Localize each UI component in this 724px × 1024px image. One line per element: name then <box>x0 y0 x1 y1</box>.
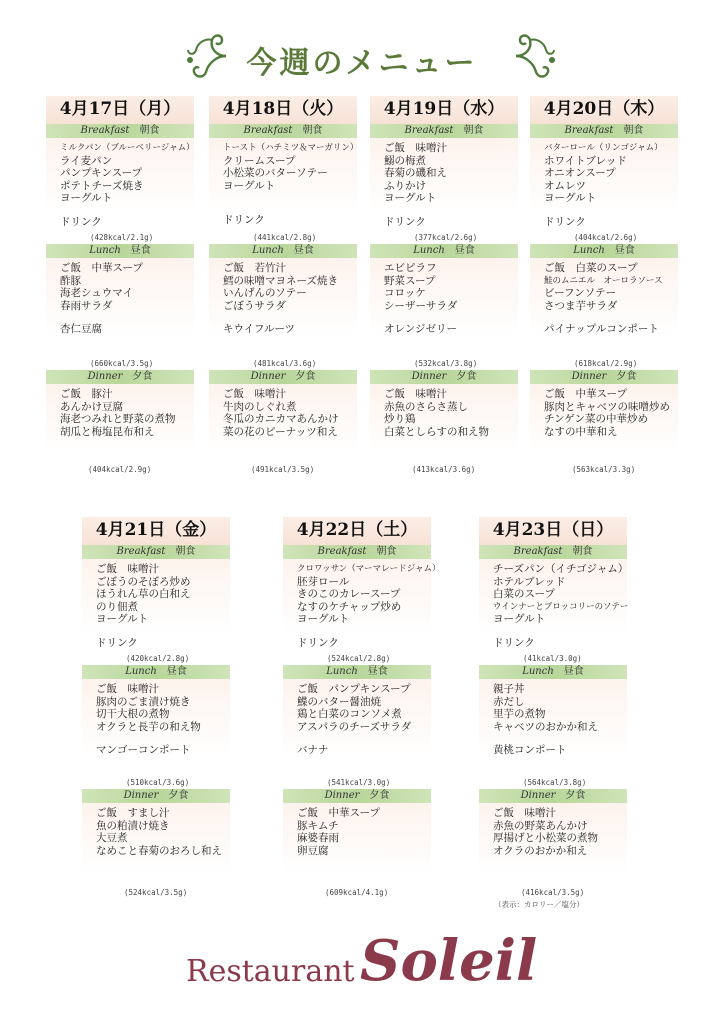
menu-item: ご飯 味噌汁 <box>223 388 286 400</box>
lunch-section <box>370 258 518 370</box>
lunch-calorie-salt: (541kcal/3.0g) <box>327 777 391 787</box>
breakfast-section <box>283 559 441 665</box>
dinner-label-en: Dinner <box>411 371 447 382</box>
menu-item: ヨーグルト <box>544 192 597 204</box>
menu-item: いんげんのソテー <box>223 287 307 299</box>
lunch-band <box>283 665 431 679</box>
dinner-band <box>530 370 678 384</box>
restaurant-name: Soleil <box>360 928 538 994</box>
menu-item: ドリンク <box>544 215 586 228</box>
breakfast-label-ja: 朝食 <box>376 546 397 557</box>
menu-item: ご飯 中華スープ <box>544 388 627 400</box>
menu-item: エビピラフ <box>384 262 437 274</box>
day-date: 4月21日（金） <box>82 517 230 545</box>
menu-item: ご飯 味噌汁 <box>96 683 159 695</box>
menu-item: 赤だし <box>493 695 525 708</box>
breakfast-calorie-salt: (441kcal/2.8g) <box>253 232 317 242</box>
day-card <box>283 517 441 903</box>
dinner-label-en: Dinner <box>123 790 159 801</box>
menu-item: ドリンク <box>297 636 339 649</box>
menu-item: 海老つみれと野菜の煮物 <box>60 413 176 425</box>
lunch-band <box>82 665 230 679</box>
menu-item: 小松菜のバターソテー <box>223 167 328 179</box>
breakfast-band <box>283 545 431 559</box>
lunch-section <box>479 679 627 789</box>
breakfast-label-ja: 朝食 <box>175 546 196 557</box>
menu-item: ホワイトブレッド <box>544 154 627 167</box>
menu-item: ご飯 中華スープ <box>60 262 143 274</box>
restaurant-word: Restaurant <box>186 954 355 989</box>
footer <box>0 930 724 1000</box>
lunch-section <box>82 679 230 789</box>
menu-item: ドリンク <box>96 636 138 649</box>
lunch-label-en: Lunch <box>413 245 445 256</box>
lunch-calorie-salt: (660kcal/3.5g) <box>90 358 154 368</box>
menu-item: ヨーグルト <box>384 192 437 204</box>
menu-item: なすの中華和え <box>544 425 618 438</box>
menu-item: 胡瓜と梅塩昆布和え <box>60 425 155 438</box>
menu-item: クリームスープ <box>223 154 296 167</box>
breakfast-label-en: Breakfast <box>243 125 293 136</box>
lunch-label-en: Lunch <box>326 666 358 677</box>
day-card <box>530 96 678 480</box>
lunch-section <box>46 258 194 370</box>
menu-item: 菜の花のピーナッツ和え <box>223 425 338 438</box>
menu-item: ヨーグルト <box>297 613 350 625</box>
menu-item: 里芋の煮物 <box>493 708 546 720</box>
day-card <box>479 517 627 903</box>
breakfast-label-ja: 朝食 <box>572 546 593 557</box>
menu-item: コロッケ <box>384 287 426 299</box>
day-date: 4月19日（水） <box>370 96 518 124</box>
menu-item: 赤魚のさらさ蒸し <box>384 400 468 413</box>
menu-item: ほうれん草の白和え <box>96 588 191 600</box>
dinner-label-ja: 夕食 <box>456 371 477 382</box>
dinner-band <box>46 370 194 384</box>
menu-item: 野菜スープ <box>384 274 436 287</box>
menu-item: あんかけ豆腐 <box>60 400 123 413</box>
lunch-calorie-salt: (618kcal/2.9g) <box>574 358 638 368</box>
breakfast-label-en: Breakfast <box>564 125 614 136</box>
menu-item: ご飯 味噌汁 <box>493 807 556 819</box>
dinner-band <box>209 370 357 384</box>
menu-item: ご飯 すまし汁 <box>96 807 170 819</box>
menu-item: 厚揚げと小松菜の煮物 <box>493 832 598 844</box>
dinner-label-en: Dinner <box>87 371 123 382</box>
breakfast-band <box>479 545 627 559</box>
dinner-section <box>283 803 431 903</box>
menu-item: ミルクパン（ブルーベリージャム） <box>60 143 195 153</box>
breakfast-band <box>46 124 194 138</box>
day-date: 4月17日（月） <box>46 96 194 124</box>
menu-item: ご飯 パンプキンスープ <box>297 683 411 695</box>
lunch-label-en: Lunch <box>125 666 157 677</box>
breakfast-section <box>479 559 627 665</box>
lunch-band <box>46 244 194 258</box>
dinner-label-ja: 夕食 <box>168 790 189 801</box>
menu-item: のり佃煮 <box>96 600 138 613</box>
menu-item: ドリンク <box>384 215 426 228</box>
menu-item: 炒り鶏 <box>384 413 416 425</box>
dinner-label-en: Dinner <box>324 790 360 801</box>
breakfast-label-ja: 朝食 <box>463 125 484 136</box>
lunch-label-ja: 昼食 <box>454 245 475 256</box>
menu-item: 切干大根の煮物 <box>96 708 170 720</box>
day-date: 4月20日（木） <box>530 96 678 124</box>
dinner-label-en: Dinner <box>520 790 556 801</box>
dinner-section <box>370 384 518 480</box>
menu-item: 豚肉のごま漬け焼き <box>96 695 191 708</box>
menu-item: 海老シュウマイ <box>60 287 134 299</box>
lunch-label-ja: 昼食 <box>166 666 187 677</box>
breakfast-label-ja: 朝食 <box>302 125 323 136</box>
day-card <box>82 517 230 903</box>
menu-item: オクラと長芋の和え物 <box>96 720 201 733</box>
lunch-label-en: Lunch <box>573 245 605 256</box>
dinner-calorie-salt: (416kcal/3.5g) <box>521 887 585 897</box>
lunch-label-ja: 昼食 <box>130 245 151 256</box>
menu-item: パンプキンスープ <box>60 167 143 179</box>
header <box>0 30 724 86</box>
menu-item: 杏仁豆腐 <box>60 323 102 335</box>
dinner-calorie-salt: (524kcal/3.5g) <box>124 887 188 897</box>
menu-item: 豚キムチ <box>297 819 339 832</box>
menu-item: ヨーグルト <box>493 613 546 625</box>
menu-item: ご飯 白菜のスープ <box>544 262 638 274</box>
dinner-band <box>283 789 431 803</box>
menu-item: 鰈のバター醤油焼 <box>297 695 381 708</box>
breakfast-calorie-salt: (404kcal/2.6g) <box>574 232 638 242</box>
menu-item: ドリンク <box>493 636 535 649</box>
menu-item: 鰯の梅煮 <box>384 154 426 167</box>
dinner-label-en: Dinner <box>250 371 286 382</box>
menu-item: ホテルブレッド <box>493 575 566 588</box>
menu-item: 酢豚 <box>60 274 81 287</box>
menu-item: オムレツ <box>544 179 586 192</box>
breakfast-section <box>370 138 518 244</box>
breakfast-label-en: Breakfast <box>404 125 454 136</box>
day-date: 4月23日（日） <box>479 517 627 545</box>
menu-item: ビーフンソテー <box>544 287 617 299</box>
dinner-label-ja: 夕食 <box>295 371 316 382</box>
day-date: 4月18日（火） <box>209 96 357 124</box>
menu-item: ふりかけ <box>384 179 426 192</box>
menu-item: ウインナーとブロッコリーのソテー <box>493 601 629 612</box>
menu-item: 牛肉のしぐれ煮 <box>223 400 297 413</box>
menu-item: ヨーグルト <box>223 179 276 192</box>
menu-item: ドリンク <box>60 215 102 228</box>
menu-item: キウイフルーツ <box>223 323 296 335</box>
menu-item: 白菜としらすの和え物 <box>384 425 489 438</box>
menu-item: ご飯 味噌汁 <box>384 142 447 154</box>
lunch-calorie-salt: (564kcal/3.8g) <box>523 777 587 787</box>
menu-item: 豚肉とキャベツの味噌炒め <box>544 400 670 413</box>
menu-item: アスパラのチーズサラダ <box>297 720 412 733</box>
breakfast-label-en: Breakfast <box>116 546 166 557</box>
lunch-band <box>370 244 518 258</box>
menu-item: ヨーグルト <box>60 192 113 204</box>
menu-item: さつま芋サラダ <box>544 299 618 312</box>
lunch-band <box>209 244 357 258</box>
lunch-label-en: Lunch <box>252 245 284 256</box>
lunch-label-en: Lunch <box>522 666 554 677</box>
breakfast-calorie-salt: (524kcal/2.8g) <box>327 653 391 663</box>
dinner-band <box>82 789 230 803</box>
dinner-section <box>82 803 230 903</box>
breakfast-calorie-salt: (41kcal/3.0g) <box>523 653 582 663</box>
day-card <box>209 96 357 480</box>
breakfast-section <box>209 138 357 244</box>
menu-item: ごぼうサラダ <box>223 299 286 312</box>
menu-item: ドリンク <box>223 214 265 226</box>
menu-item: 黄桃コンポート <box>493 744 567 756</box>
dinner-label-ja: 夕食 <box>132 371 153 382</box>
breakfast-band <box>82 545 230 559</box>
menu-item: ポテトチーズ焼き <box>60 179 144 192</box>
menu-item: チンゲン菜の中華炒め <box>544 413 649 425</box>
menu-item: 麻婆春雨 <box>297 832 339 844</box>
menu-item: オレンジゼリー <box>384 323 457 335</box>
menu-item: ご飯 味噌汁 <box>384 388 447 400</box>
dinner-section <box>479 803 627 903</box>
breakfast-label-en: Breakfast <box>513 546 563 557</box>
menu-item: シーザーサラダ <box>384 299 458 312</box>
menu-item: 卵豆腐 <box>297 844 329 857</box>
breakfast-section <box>530 138 678 244</box>
page-title: 今週のメニュー <box>246 46 478 81</box>
menu-item: 魚の粕漬け焼き <box>96 819 170 832</box>
menu-item: マンゴーコンポート <box>96 744 191 756</box>
lunch-label-ja: 昼食 <box>614 245 635 256</box>
breakfast-calorie-salt: (420kcal/2.8g) <box>126 653 190 663</box>
menu-item: 鱈の味噌マヨネーズ焼き <box>223 274 338 287</box>
lunch-section <box>283 679 431 789</box>
menu-item: 冬瓜のカニカマあんかけ <box>223 413 339 425</box>
menu-item: ヨーグルト <box>96 613 149 625</box>
dinner-section <box>530 384 678 480</box>
right-flourish-ornament <box>510 30 560 82</box>
menu-item: チーズパン（イチゴジャム） <box>493 563 629 575</box>
lunch-band <box>479 665 627 679</box>
dinner-label-en: Dinner <box>571 371 607 382</box>
dinner-calorie-salt: (491kcal/3.5g) <box>251 464 315 474</box>
menu-item: オクラのおかか和え <box>493 844 588 857</box>
menu-item: クロワッサン（マーマレードジャム） <box>297 564 441 574</box>
dinner-calorie-salt: (404kcal/2.9g) <box>88 464 152 474</box>
dinner-label-ja: 夕食 <box>565 790 586 801</box>
breakfast-label-en: Breakfast <box>317 546 367 557</box>
menu-item: 春菊の磯和え <box>384 167 447 179</box>
menu-item: バターロール（リンゴジャム） <box>544 143 663 153</box>
lunch-label-ja: 昼食 <box>563 666 584 677</box>
breakfast-band <box>370 124 518 138</box>
legend-note: （表示：カロリー／塩分） <box>494 900 584 909</box>
menu-item: トースト（ハチミツ＆マーガリン） <box>223 143 359 153</box>
menu-item: バナナ <box>297 744 329 756</box>
breakfast-label-ja: 朝食 <box>623 125 644 136</box>
dinner-calorie-salt: (413kcal/3.6g) <box>412 464 476 474</box>
menu-item: なすのケチャップ炒め <box>297 600 402 613</box>
menu-item: 胚芽ロール <box>297 575 350 588</box>
menu-item: ご飯 味噌汁 <box>96 563 159 575</box>
dinner-calorie-salt: (609kcal/4.1g) <box>325 887 389 897</box>
menu-item: きのこのカレースープ <box>297 588 401 600</box>
lunch-band <box>530 244 678 258</box>
menu-item: ごぼうのそぼろ炒め <box>96 575 191 588</box>
lunch-label-ja: 昼食 <box>293 245 314 256</box>
lunch-calorie-salt: (532kcal/3.8g) <box>414 358 478 368</box>
dinner-calorie-salt: (563kcal/3.3g) <box>572 464 636 474</box>
dinner-section <box>209 384 357 480</box>
day-card <box>370 96 518 480</box>
menu-item: ライ麦パン <box>60 154 113 167</box>
menu-item: オニオンスープ <box>544 167 616 179</box>
day-card <box>46 96 194 480</box>
dinner-section <box>46 384 194 480</box>
lunch-calorie-salt: (481kcal/3.6g) <box>253 358 317 368</box>
menu-item: 赤魚の野菜あんかけ <box>493 819 588 832</box>
menu-item: ご飯 中華スープ <box>297 807 380 819</box>
menu-item: 春雨サラダ <box>60 299 113 312</box>
dinner-band <box>370 370 518 384</box>
breakfast-section <box>82 559 230 665</box>
menu-item: パイナップルコンポート <box>544 323 659 335</box>
menu-item: 大豆煮 <box>96 832 128 844</box>
breakfast-label-ja: 朝食 <box>139 125 160 136</box>
breakfast-calorie-salt: (377kcal/2.6g) <box>414 232 478 242</box>
menu-item: なめこと春菊のおろし和え <box>96 844 222 857</box>
dinner-label-ja: 夕食 <box>616 371 637 382</box>
menu-item: ご飯 豚汁 <box>60 388 113 400</box>
dinner-label-ja: 夕食 <box>369 790 390 801</box>
menu-item: ご飯 若竹汁 <box>223 262 286 274</box>
menu-item: キャベツのおかか和え <box>493 720 598 733</box>
lunch-section <box>530 258 678 370</box>
lunch-section <box>209 258 357 370</box>
day-date: 4月22日（土） <box>283 517 431 545</box>
menu-item: 白菜のスープ <box>493 588 555 600</box>
breakfast-band <box>209 124 357 138</box>
menu-item: 鶏と白菜のコンソメ煮 <box>297 708 402 720</box>
breakfast-band <box>530 124 678 138</box>
lunch-calorie-salt: (510kcal/3.6g) <box>126 777 190 787</box>
breakfast-label-en: Breakfast <box>80 125 130 136</box>
dinner-band <box>479 789 627 803</box>
breakfast-section <box>46 138 194 244</box>
menu-item: 鮭のムニエル オーロラソース <box>544 275 663 286</box>
lunch-label-en: Lunch <box>89 245 121 256</box>
menu-item: 親子丼 <box>493 683 525 695</box>
lunch-label-ja: 昼食 <box>367 666 388 677</box>
breakfast-calorie-salt: (428kcal/2.1g) <box>90 232 154 242</box>
